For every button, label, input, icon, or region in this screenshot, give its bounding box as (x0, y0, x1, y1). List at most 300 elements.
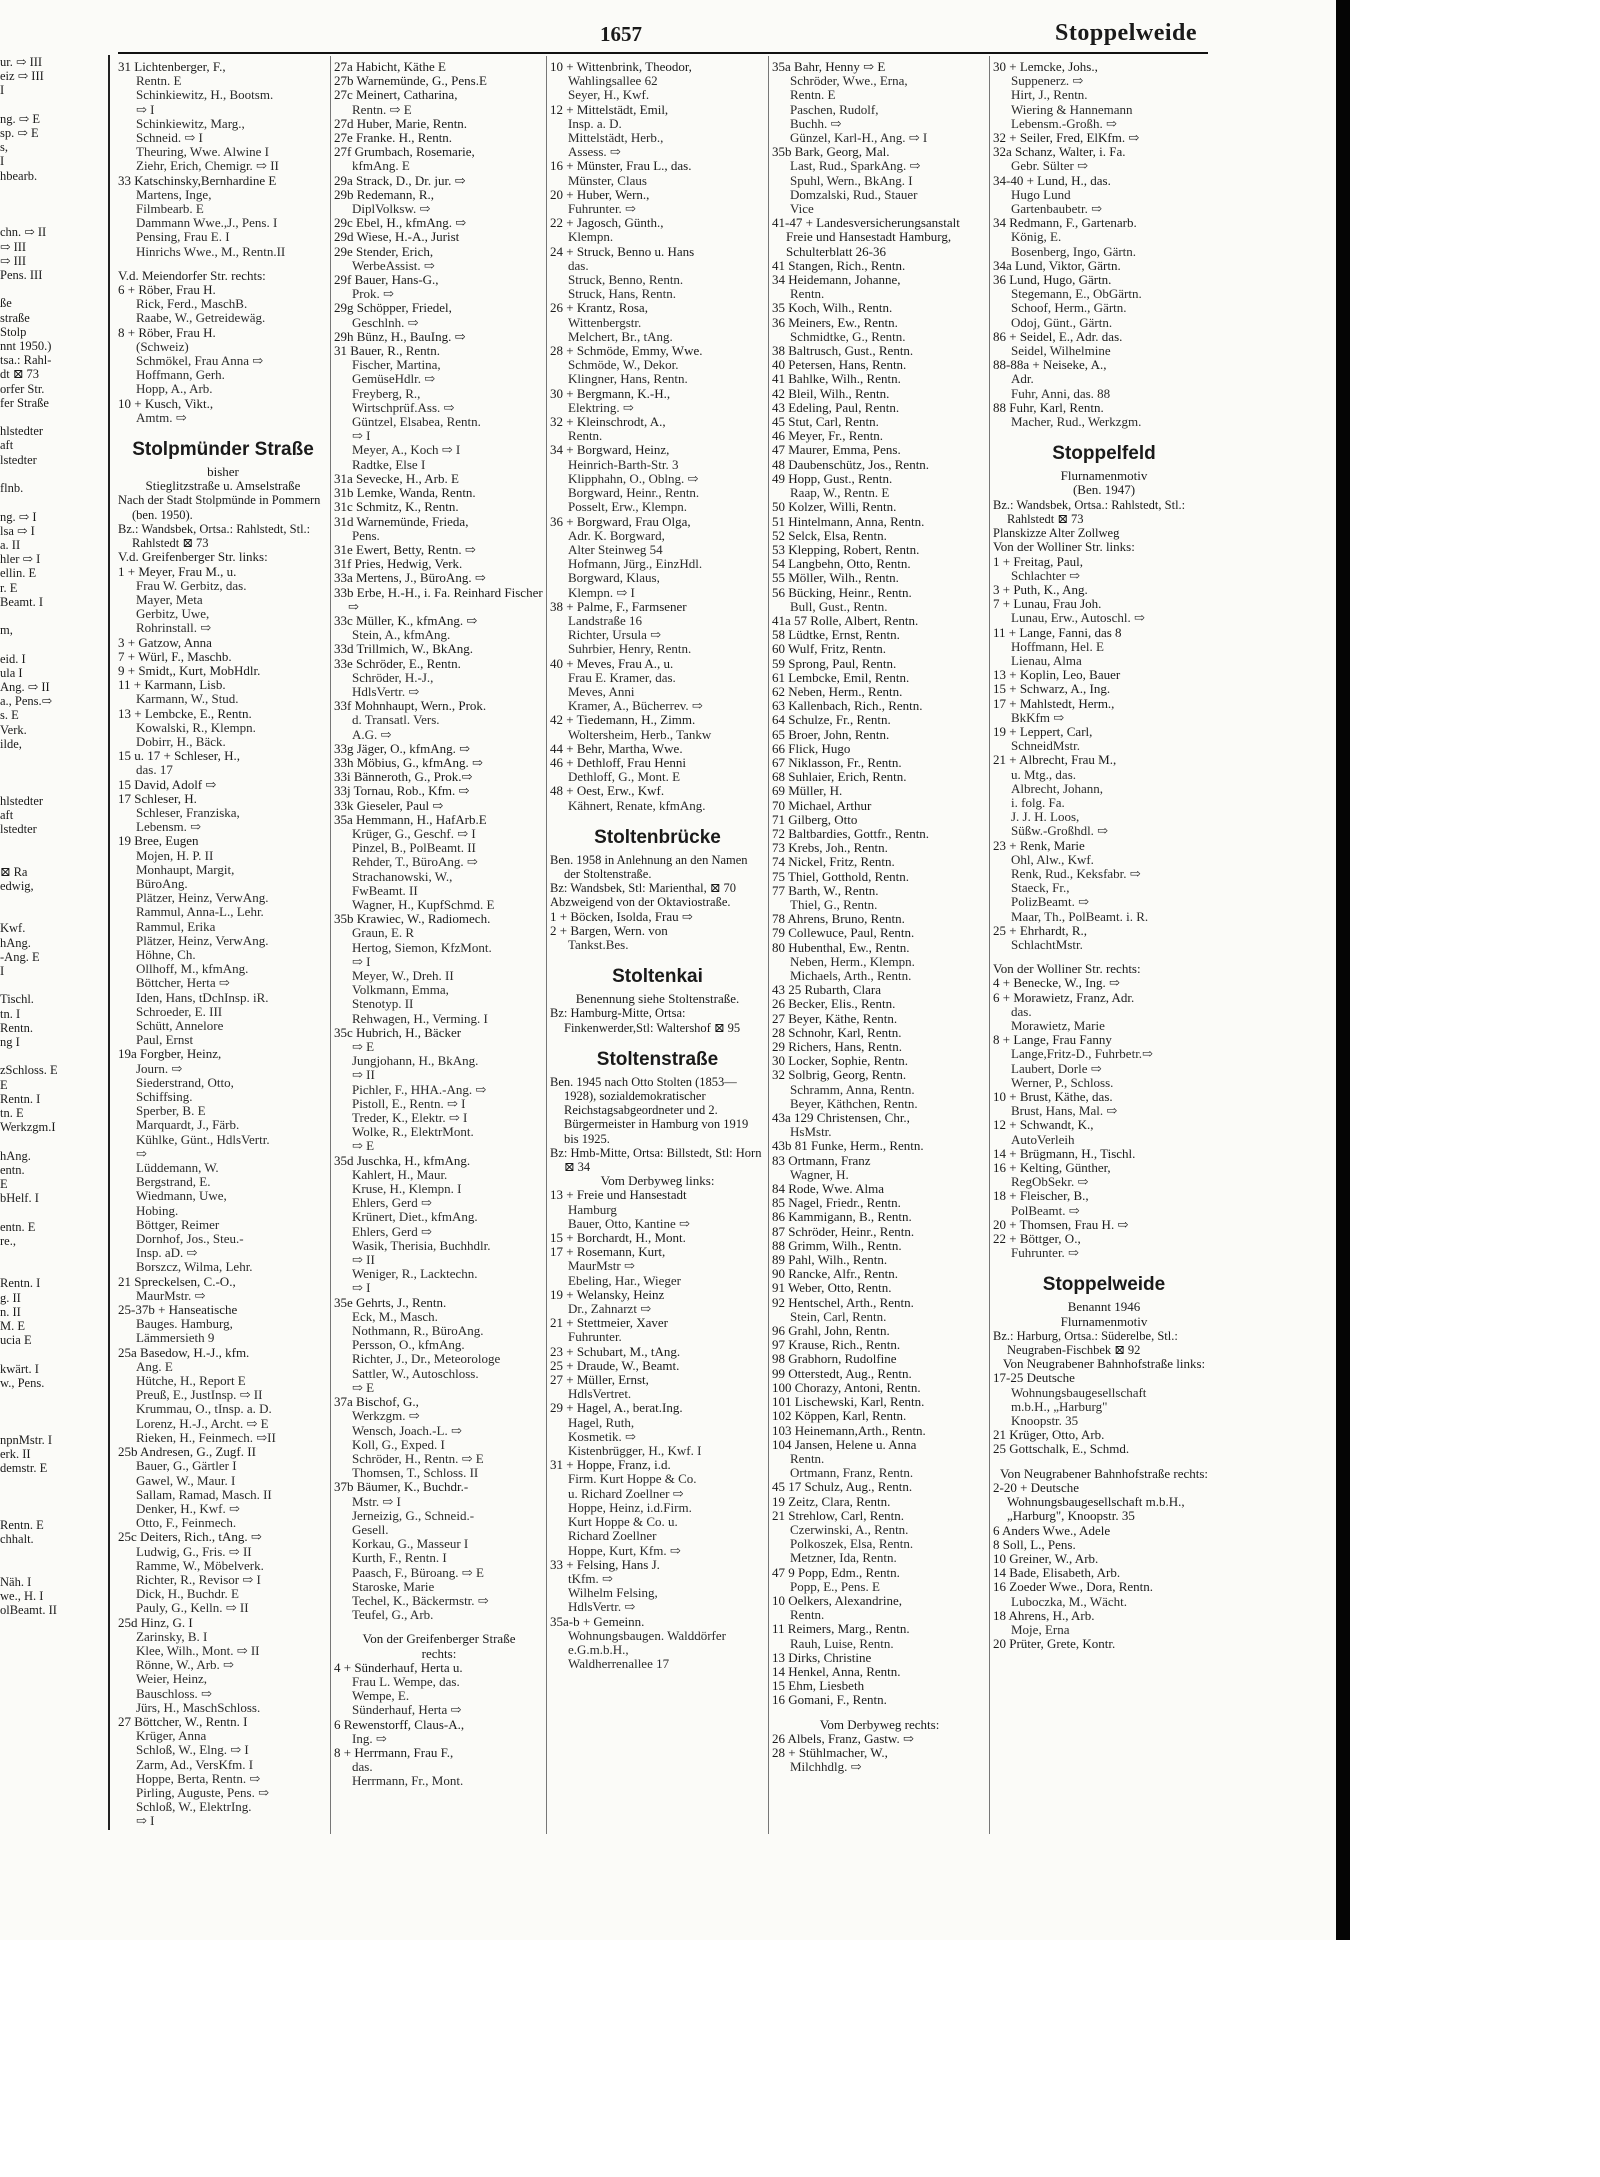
left-fragment-line (0, 98, 108, 112)
resident-entry: Böttger, Reimer (136, 1216, 220, 1232)
house-entry: 35a Hemmann, H., HafArb.E (334, 811, 487, 827)
left-fragment-line: I (0, 83, 5, 98)
house-entry: 19 Bree, Eugen (118, 833, 199, 849)
left-fragment-line: ng. ⇨ I (0, 509, 37, 524)
house-entry: 25 + Draude, W., Beamt. (550, 1357, 680, 1373)
house-entry: 83 Ortmann, Franz (772, 1152, 871, 1168)
resident-entry: J. J. H. Loos, (1011, 809, 1080, 825)
resident-entry: Pichler, F., HHA.-Ang. ⇨ (352, 1081, 487, 1097)
left-fragment-line (0, 495, 108, 509)
resident-entry: Heinrich-Barth-Str. 3 (568, 456, 679, 472)
left-fragment-line: ula I (0, 665, 23, 680)
house-entry: 85 Nagel, Friedr., Rentn. (772, 1195, 901, 1211)
street-note: Bz.: Harburg, Ortsa.: Süderelbe, Stl.: Neugraben-Fischbek ⊠ 92 (993, 1328, 1178, 1358)
house-entry: 24 + Struck, Benno u. Hans (550, 243, 695, 259)
house-entry: V.d. Greifenberger Str. links: (118, 549, 268, 565)
resident-entry: Hagel, Ruth, (568, 1414, 635, 1430)
resident-entry: Woltersheim, Herb., Tankw (568, 726, 712, 742)
resident-entry: Günzel, Karl-H., Ang. ⇨ I (790, 130, 928, 146)
house-entry: 64 Schulze, Fr., Rentn. (772, 712, 891, 728)
section-subheading: Von der Greifenberger Straße (362, 1631, 516, 1647)
house-entry: 26 Becker, Elis., Rentn. (772, 996, 896, 1012)
left-fragment-line (0, 1504, 108, 1518)
left-fragment-line: I (0, 964, 5, 978)
resident-entry: HdlsVertret. (568, 1386, 632, 1402)
resident-entry: Sattler, W., Autoschloss. (352, 1365, 479, 1381)
house-entry: Von der Wolliner Str. links: (993, 539, 1135, 555)
resident-entry: Süßw.-Großhdl. ⇨ (1011, 823, 1109, 839)
resident-entry: Morawietz, Marie (1011, 1018, 1105, 1033)
section-subheading: Von Neugrabener Bahnhofstraße links: (1002, 1356, 1206, 1372)
resident-entry: Höhne, Ch. (136, 946, 196, 962)
resident-entry: Klempn. ⇨ I (568, 584, 635, 600)
resident-entry: Hugo Lund (1011, 186, 1071, 202)
house-entry: 28 Schnohr, Karl, Rentn. (772, 1024, 902, 1040)
resident-entry: Stegemann, E., ObGärtn. (1011, 286, 1142, 302)
house-entry: 27c Meinert, Catharina, (334, 87, 458, 103)
resident-entry: Stein, Carl, Rentn. (790, 1308, 887, 1324)
left-fragment-line: zSchloss. E (0, 1063, 58, 1078)
resident-entry: Ludwig, G., Fris. ⇨ II (136, 1543, 252, 1559)
resident-entry: Paul, Ernst (136, 1032, 194, 1048)
left-fragment-line (0, 779, 108, 793)
resident-entry: Polkoszek, Elsa, Rentn. (790, 1536, 914, 1552)
house-entry: 21 Strehlow, Carl, Rentn. (772, 1507, 905, 1523)
resident-entry: FwBeamt. II (352, 882, 418, 898)
resident-entry: Lebensm. ⇨ (136, 819, 202, 835)
resident-entry: Dammann Wwe.,J., Pens. I (136, 215, 278, 231)
resident-entry: Weier, Heinz, (136, 1671, 207, 1687)
house-entry: 33b Erbe, H.-H., i. Fa. Reinhard Fischer ⇨ (334, 584, 543, 614)
resident-entry: Wahlingsallee 62 (568, 73, 658, 89)
resident-entry: Werner, P., Schloss. (1011, 1074, 1114, 1090)
resident-entry: Pensing, Frau E. I (136, 229, 230, 245)
house-entry: 23 + Renk, Marie (993, 837, 1085, 853)
house-entry: 41a 57 Rolle, Albert, Rentn. (772, 612, 919, 628)
resident-entry: Zarm, Ad., VersKfm. I (136, 1756, 254, 1772)
house-entry: 19 + Leppert, Carl, (993, 723, 1093, 739)
house-entry: 17-25 Deutsche (993, 1370, 1075, 1386)
resident-entry: Lebensm.-Großh. ⇨ (1011, 115, 1117, 131)
resident-entry: Adr. (1011, 371, 1034, 387)
resident-entry: Beyer, Käthchen, Rentn. (790, 1095, 918, 1111)
resident-entry: Bauer, G., Gärtler I (136, 1458, 237, 1474)
resident-entry: Jerneizig, G., Schneid.- (352, 1507, 475, 1523)
house-entry: 13 + Freie und Hansestadt (550, 1187, 687, 1203)
resident-entry: Wagner, H., KupfSchmd. E (352, 896, 495, 912)
street-heading: Stoltenstraße (596, 1048, 719, 1070)
resident-entry: Kistenbrügger, H., Kwf. I (568, 1443, 702, 1459)
resident-entry: Maar, Th., PolBeamt. i. R. (1011, 908, 1149, 924)
house-entry: 32 + Seiler, Fred, ElKfm. ⇨ (993, 130, 1140, 146)
house-entry: 4 + Benecke, W., Ing. ⇨ (993, 975, 1120, 991)
resident-entry: Adr. K. Borgward, (568, 527, 665, 543)
house-entry: 13 Dirks, Christine (772, 1649, 872, 1665)
resident-entry: Kahlert, H., Maur. (352, 1166, 448, 1182)
house-entry: 71 Gilberg, Otto (772, 811, 858, 827)
resident-entry: Ortmann, Franz, Rentn. (790, 1465, 914, 1481)
resident-entry: Stein, A., kfmAng. (352, 627, 451, 643)
resident-entry: Martens, Inge, (136, 186, 212, 202)
resident-entry: Assess. ⇨ (568, 144, 621, 160)
resident-entry: Suppenerz. ⇨ (1011, 73, 1084, 89)
resident-entry: Hoppe, Berta, Rentn. ⇨ (136, 1770, 261, 1786)
left-fragment-line: I (0, 154, 5, 169)
left-fragment-line: s, (0, 140, 8, 155)
resident-entry: Pens. (352, 527, 380, 543)
resident-entry: ⇨ I (352, 428, 371, 444)
resident-entry: Dobirr, H., Bäck. (136, 733, 226, 749)
street-heading: Stoltenkai (612, 966, 703, 988)
house-entry: 72 Baltbardies, Gottfr., Rentn. (772, 825, 930, 841)
resident-entry: Rentn. (568, 428, 603, 444)
resident-entry: Schinkiewitz, H., Bootsm. (136, 87, 274, 103)
house-entry: 43a 129 Christensen, Chr., (772, 1110, 910, 1126)
house-entry: 35a-b + Gemeinn. (550, 1613, 645, 1629)
resident-entry: Kühlke, Günt., HdlsVertr. (136, 1131, 270, 1147)
section-subheading: Von Neugrabener Bahnhofstraße rechts: (999, 1465, 1209, 1481)
resident-entry: ⇨ E (352, 1138, 375, 1154)
section-subheading: Benennung siehe Stoltenstraße. (575, 991, 740, 1007)
left-fragment-line: sp. ⇨ E (0, 126, 39, 141)
house-entry: 104 Jansen, Helene u. Anna (772, 1436, 917, 1452)
resident-entry: Prok. ⇨ (352, 286, 394, 302)
resident-entry: MaurMstr. ⇨ (136, 1287, 206, 1303)
resident-entry: Last, Rud., SparkAng. ⇨ (790, 158, 921, 174)
left-fragment-line: ilde, (0, 736, 22, 751)
house-entry: 36 Lund, Hugo, Gärtn. (993, 272, 1112, 288)
left-fragment-line: Stolp (0, 324, 27, 339)
resident-entry: Rehder, T., BüroAng. ⇨ (352, 854, 478, 870)
house-entry: Von der Wolliner Str. rechts: (993, 961, 1141, 977)
house-entry: 16 + Münster, Frau L., das. (550, 158, 692, 174)
house-entry: 31 + Hoppe, Franz, i.d. (550, 1457, 671, 1473)
house-entry: 25-37b + Hanseatische (118, 1302, 238, 1318)
left-fragment-line (0, 836, 108, 850)
house-entry: 67 Niklasson, Fr., Rentn. (772, 754, 902, 770)
resident-entry: Buchh. ⇨ (790, 115, 842, 131)
house-entry: 103 Heinemann,Arth., Rentn. (772, 1422, 926, 1438)
resident-entry: Ramme, W., Möbelverk. (136, 1557, 264, 1573)
resident-entry: Richter, R., Revisor ⇨ I (136, 1571, 261, 1587)
house-entry: 33 + Felsing, Hans J. (550, 1556, 660, 1572)
resident-entry: HsMstr. (790, 1124, 832, 1140)
left-fragment-line (0, 765, 108, 779)
resident-entry: Treder, K., Elektr. ⇨ I (352, 1110, 468, 1126)
resident-entry: BkKfm ⇨ (1011, 709, 1065, 725)
house-entry: 88-88a + Neiseke, A., (993, 357, 1107, 373)
house-entry: 27f Grumbach, Rosemarie, (334, 144, 475, 160)
resident-entry: Wiedmann, Uwe, (136, 1188, 227, 1204)
section-subheading: Benannt 1946 (1067, 1299, 1141, 1315)
resident-entry: Kosmetik. ⇨ (568, 1428, 636, 1444)
house-entry: 15 u. 17 + Schleser, H., (118, 748, 240, 764)
house-entry: 30 + Bergmann, K.-H., (550, 385, 671, 401)
house-entry: 99 Otterstedt, Aug., Rentn. (772, 1365, 912, 1381)
resident-entry: Hoffmann, Hel. E (1011, 638, 1104, 654)
resident-entry: Gawel, W., Maur. I (136, 1472, 236, 1488)
resident-entry: Lorenz, H.-J., Archt. ⇨ E (136, 1415, 269, 1431)
house-entry: 52 Selck, Elsa, Rentn. (772, 527, 887, 543)
house-entry: 13 + Lembcke, E., Rentn. (118, 705, 252, 721)
resident-entry: Bull, Gust., Rentn. (790, 598, 888, 614)
resident-entry: Pirling, Auguste, Pens. ⇨ (136, 1784, 269, 1800)
left-fragment-line (0, 410, 108, 424)
house-entry: 27a Habicht, Käthe E (334, 60, 446, 74)
resident-entry: ⇨ I (136, 1813, 155, 1829)
house-entry: 87 Schröder, Heinr., Rentn. (772, 1223, 915, 1239)
left-fragment-line (0, 1561, 108, 1575)
resident-entry: das. (1011, 1003, 1032, 1019)
resident-entry: Sünderhauf, Herta ⇨ (352, 1702, 462, 1718)
left-fragment-line (0, 1205, 108, 1219)
left-fragment-line: entn. (0, 1162, 25, 1177)
resident-entry: Rehwagen, H., Verming. I (352, 1010, 488, 1026)
resident-entry: Spuhl, Wern., BkAng. I (790, 172, 913, 188)
left-fragment-line (0, 1262, 108, 1276)
house-entry: 6 + Röber, Frau H. (118, 282, 216, 298)
resident-entry: Techel, K., Bäckermstr. ⇨ (352, 1592, 489, 1608)
left-fragment-line: hler ⇨ I (0, 552, 41, 567)
resident-entry: Klee, Wilh., Mont. ⇨ II (136, 1642, 260, 1658)
house-entry: 41 Stangen, Rich., Rentn. (772, 257, 906, 273)
house-entry: 17 + Mahlstedt, Herm., (993, 695, 1115, 711)
house-entry: 13 + Koplin, Leo, Bauer (993, 667, 1121, 683)
resident-entry: Hobing. (136, 1202, 179, 1218)
resident-entry: König, E. (1011, 229, 1062, 245)
house-entry: 34 Heidemann, Johanne, (772, 272, 901, 288)
resident-entry: Hopp, A., Arb. (136, 381, 213, 397)
resident-entry: Ziehr, Erich, Chemigr. ⇨ II (136, 158, 279, 174)
resident-entry: Lienau, Alma (1011, 652, 1082, 668)
resident-entry: Schmöde, W., Dekor. (568, 357, 679, 373)
house-entry: 58 Lüdtke, Ernst, Rentn. (772, 627, 900, 643)
house-entry: 45 Stut, Carl, Rentn. (772, 414, 879, 430)
house-entry: 25 Gottschalk, E., Schmd. (993, 1441, 1130, 1457)
resident-entry: Rentn. E (790, 87, 836, 103)
house-entry: 27e Franke. H., Rentn. (334, 130, 453, 146)
left-fragment-line: ucia E (0, 1333, 32, 1348)
left-fragment-line (0, 1490, 108, 1504)
resident-entry: Radtke, Else I (352, 456, 426, 472)
section-subheading: rechts: (421, 1645, 457, 1661)
left-page-fragment-column (0, 55, 110, 1830)
resident-entry: Wohnungsbaugesellschaft (1011, 1384, 1147, 1400)
house-entry: 101 Lischewski, Karl, Rentn. (772, 1394, 925, 1410)
house-entry: 48 Daubenschütz, Jos., Rentn. (772, 456, 930, 472)
left-fragment-line: ng. ⇨ E (0, 111, 40, 126)
house-entry: 4 + Sünderhauf, Herta u. (334, 1659, 463, 1675)
house-entry: 29 Richers, Hans, Rentn. (772, 1039, 902, 1055)
resident-entry: Meyer, W., Dreh. II (352, 968, 454, 983)
resident-entry: Knoopstr. 35 (1011, 1413, 1079, 1429)
resident-entry: Schramm, Anna, Rentn. (790, 1081, 915, 1097)
resident-entry: Landstraße 16 (568, 612, 643, 628)
house-entry: 29c Ebel, H., kfmAng. ⇨ (334, 215, 467, 231)
resident-entry: Zarinsky, B. I (136, 1628, 208, 1644)
house-entry: 33g Jäger, O., kfmAng. ⇨ (334, 740, 471, 756)
house-entry: 40 Petersen, Hans, Rentn. (772, 357, 907, 373)
resident-entry: Iden, Hans, tDchInsp. iR. (136, 989, 269, 1005)
house-entry: 8 Soll, L., Pens. (993, 1536, 1076, 1552)
resident-entry: Gesell. (352, 1521, 389, 1537)
left-fragment-line: entn. E (0, 1219, 36, 1234)
left-fragment-line: ⇨ III (0, 239, 27, 254)
resident-entry: Moje, Erna (1011, 1621, 1070, 1637)
house-entry: 31b Lemke, Wanda, Rentn. (334, 485, 476, 501)
house-entry: 33d Trillmich, W., BkAng. (334, 641, 474, 657)
resident-entry: ⇨ II (352, 1067, 375, 1083)
resident-entry: Dick, H., Buchdr. E (136, 1586, 239, 1602)
resident-entry: Klipphahn, O., Oblng. ⇨ (568, 470, 699, 486)
resident-entry: ⇨ E (352, 1039, 375, 1055)
column-divider (546, 56, 547, 1834)
house-entry: 41 Bahlke, Wilh., Rentn. (772, 371, 901, 387)
resident-entry: Kruse, H., Klempn. I (352, 1181, 462, 1197)
street-heading: Stolpmünder Straße (132, 439, 314, 461)
resident-entry: m.b.H., „Harburg" (1011, 1398, 1108, 1414)
left-fragment-line: kwärt. I (0, 1361, 39, 1376)
house-entry: 34-40 + Lund, H., das. (993, 172, 1111, 188)
house-entry: 41-47 + Landesversicherungsanstalt Freie und Hansestadt Hamburg, Schulterblatt 26-36 (772, 215, 960, 259)
left-fragment-line (0, 907, 108, 921)
resident-entry: Fuhrunter. ⇨ (568, 201, 636, 217)
resident-entry: Insp. a. D. (568, 115, 622, 131)
resident-entry: Rönne, W., Arb. ⇨ (136, 1657, 234, 1673)
resident-entry: SchneidMstr. (1011, 738, 1080, 754)
house-entry: 70 Michael, Arthur (772, 797, 872, 813)
resident-entry: Fuhrunter. ⇨ (1011, 1245, 1079, 1261)
house-entry: 20 Prüter, Grete, Kontr. (993, 1636, 1116, 1652)
left-fragment-line: nnt 1950.) (0, 339, 52, 354)
resident-entry: Werkzgm. ⇨ (352, 1408, 420, 1424)
resident-entry: Graun, E. R (352, 925, 415, 941)
house-entry: 10 + Wittenbrink, Theodor, (550, 60, 692, 74)
house-entry: 35e Gehrts, J., Rentn. (334, 1294, 447, 1310)
house-entry: 34 + Borgward, Heinz, (550, 442, 670, 458)
house-entry: 1 + Böcken, Isolda, Frau ⇨ (550, 908, 693, 924)
resident-entry: WerbeAssist. ⇨ (352, 257, 435, 273)
resident-entry: GemüseHdlr. ⇨ (352, 371, 436, 387)
resident-entry: Kramer, A., Bücherrev. ⇨ (568, 698, 703, 714)
left-fragment-line (0, 282, 108, 296)
left-fragment-line (0, 978, 108, 992)
resident-entry: Rentn. ⇨ E (352, 101, 412, 117)
resident-entry: Siederstrand, Otto, (136, 1074, 234, 1090)
house-entry: 22 + Böttger, O., (993, 1231, 1081, 1247)
left-fragment-line: chn. ⇨ II (0, 225, 47, 240)
resident-entry: Strachanowski, W., (352, 868, 453, 884)
left-fragment-line (0, 183, 108, 197)
left-fragment-line: r. E (0, 580, 18, 595)
resident-entry: Mayer, Meta (136, 591, 203, 607)
resident-entry: Wasik, Therisia, Buchhdlr. (352, 1237, 491, 1253)
house-entry: 62 Neben, Herm., Rentn. (772, 683, 903, 699)
street-note: Bz.: Wandsbek, Ortsa.: Rahlstedt, Stl.: Rahlstedt ⊠ 73 (993, 497, 1186, 526)
house-entry: 29 + Hagel, A., berat.Ing. (550, 1400, 683, 1416)
resident-entry: Schinkiewitz, Marg., (136, 115, 245, 131)
left-fragment-line: dt ⊠ 73 (0, 367, 39, 382)
resident-entry: ⇨ I (136, 101, 155, 117)
left-fragment-line: w., Pens. (0, 1375, 45, 1390)
house-entry: 97 Krause, Rich., Rentn. (772, 1337, 901, 1353)
house-entry: 32 + Kleinschrodt, A., (550, 414, 666, 430)
resident-entry: Melchert, Br., tAng. (568, 328, 673, 344)
resident-entry: Hoffmann, Gerh. (136, 367, 225, 383)
resident-entry: ⇨ I (352, 1280, 371, 1296)
left-fragment-line: -Ang. E (0, 949, 40, 964)
house-entry: 28 + Schmöde, Emmy, Wwe. (550, 343, 703, 359)
house-entry: 2 + Bargen, Wern. von (550, 922, 668, 938)
resident-entry: Domzalski, Rud., Stauer (790, 186, 918, 202)
scan-edge-bar (1336, 0, 1350, 1940)
resident-entry: Staroske, Marie (352, 1578, 435, 1594)
left-fragment-line (0, 1419, 108, 1433)
house-entry: 11 + Lange, Fanni, das 8 (993, 624, 1122, 640)
street-note: Bz: Hamburg-Mitte, Ortsa: Finkenwerder,Stl: Waltershof ⊠ 95 (550, 1006, 741, 1035)
street-note: Nach der Stadt Stolpmünde in Pommern (ben. 1950). (118, 493, 321, 522)
section-subheading: Stieglitzstraße u. Amselstraße (145, 478, 301, 494)
house-entry: 27 Böttcher, W., Rentn. I (118, 1713, 248, 1729)
resident-entry: Rieken, H., Feinmech. ⇨II (136, 1429, 276, 1445)
house-entry: 27b Warnemünde, G., Pens.E (334, 73, 487, 89)
house-entry: 44 + Behr, Martha, Wwe. (550, 740, 683, 756)
resident-entry: Lüddemann, W. (136, 1160, 219, 1176)
resident-entry: Pauly, G., Kelln. ⇨ II (136, 1600, 249, 1616)
resident-entry: Mstr. ⇨ I (352, 1493, 401, 1509)
resident-entry: Ebeling, Har., Wieger (568, 1272, 681, 1288)
left-fragment-line: n. II (0, 1304, 21, 1319)
house-entry: 1 + Meyer, Frau M., u. (118, 563, 237, 579)
left-fragment-line: aft (0, 807, 14, 822)
house-entry: 33i Bänneroth, G., Prok.⇨ (334, 769, 473, 785)
house-entry: 43 Edeling, Paul, Rentn. (772, 399, 900, 415)
house-entry: 10 Oelkers, Alexandrine, (772, 1592, 902, 1608)
left-fragment-line (0, 1475, 108, 1489)
left-fragment-line: a. II (0, 537, 21, 552)
house-entry: 29b Redemann, R., (334, 186, 435, 202)
house-entry: 19 Zeitz, Clara, Rentn. (772, 1493, 891, 1509)
column-divider (330, 56, 331, 1834)
running-head-street: Stoppelweide (1055, 20, 1198, 46)
resident-entry: Vice (790, 201, 814, 217)
resident-entry: Klempn. (568, 229, 614, 245)
resident-entry: Neben, Herm., Klempn. (790, 953, 915, 969)
section-subheading: Flurnamenmotiv (1060, 468, 1148, 484)
street-note: Bz: Wandsbek, Stl: Marienthal, ⊠ 70 (550, 881, 736, 896)
resident-entry: Borgward, Heinr., Rentn. (568, 485, 700, 501)
left-fragment-line: hlstedter (0, 424, 44, 439)
resident-entry: Otto, F., Feinmech. (136, 1515, 237, 1531)
resident-entry: kfmAng. E (352, 158, 410, 174)
resident-entry: Firm. Kurt Hoppe & Co. (568, 1471, 697, 1487)
resident-entry: Mittelstädt, Herb., (568, 130, 664, 146)
house-entry: 29e Stender, Erich, (334, 243, 434, 259)
resident-entry: Kurt Hoppe & Co. u. (568, 1514, 678, 1530)
resident-entry: Ang. E (136, 1358, 173, 1374)
left-fragment-line (0, 637, 108, 651)
column-divider (768, 56, 769, 1834)
house-entry: 21 Krüger, Otto, Arb. (993, 1427, 1105, 1443)
resident-entry: Münster, Claus (568, 172, 647, 188)
house-entry: 46 + Dethloff, Frau Henni (550, 754, 686, 770)
house-entry: 43 25 Rubarth, Clara (772, 982, 882, 998)
house-entry: 14 + Brügmann, H., Tischl. (993, 1145, 1136, 1161)
house-entry: 6 Anders Wwe., Adele (993, 1522, 1111, 1538)
resident-entry: AutoVerleih (1011, 1131, 1075, 1147)
street-note: Abzweigend von der Oktaviostraße. (550, 895, 731, 910)
resident-entry: Staeck, Fr., (1011, 880, 1070, 896)
